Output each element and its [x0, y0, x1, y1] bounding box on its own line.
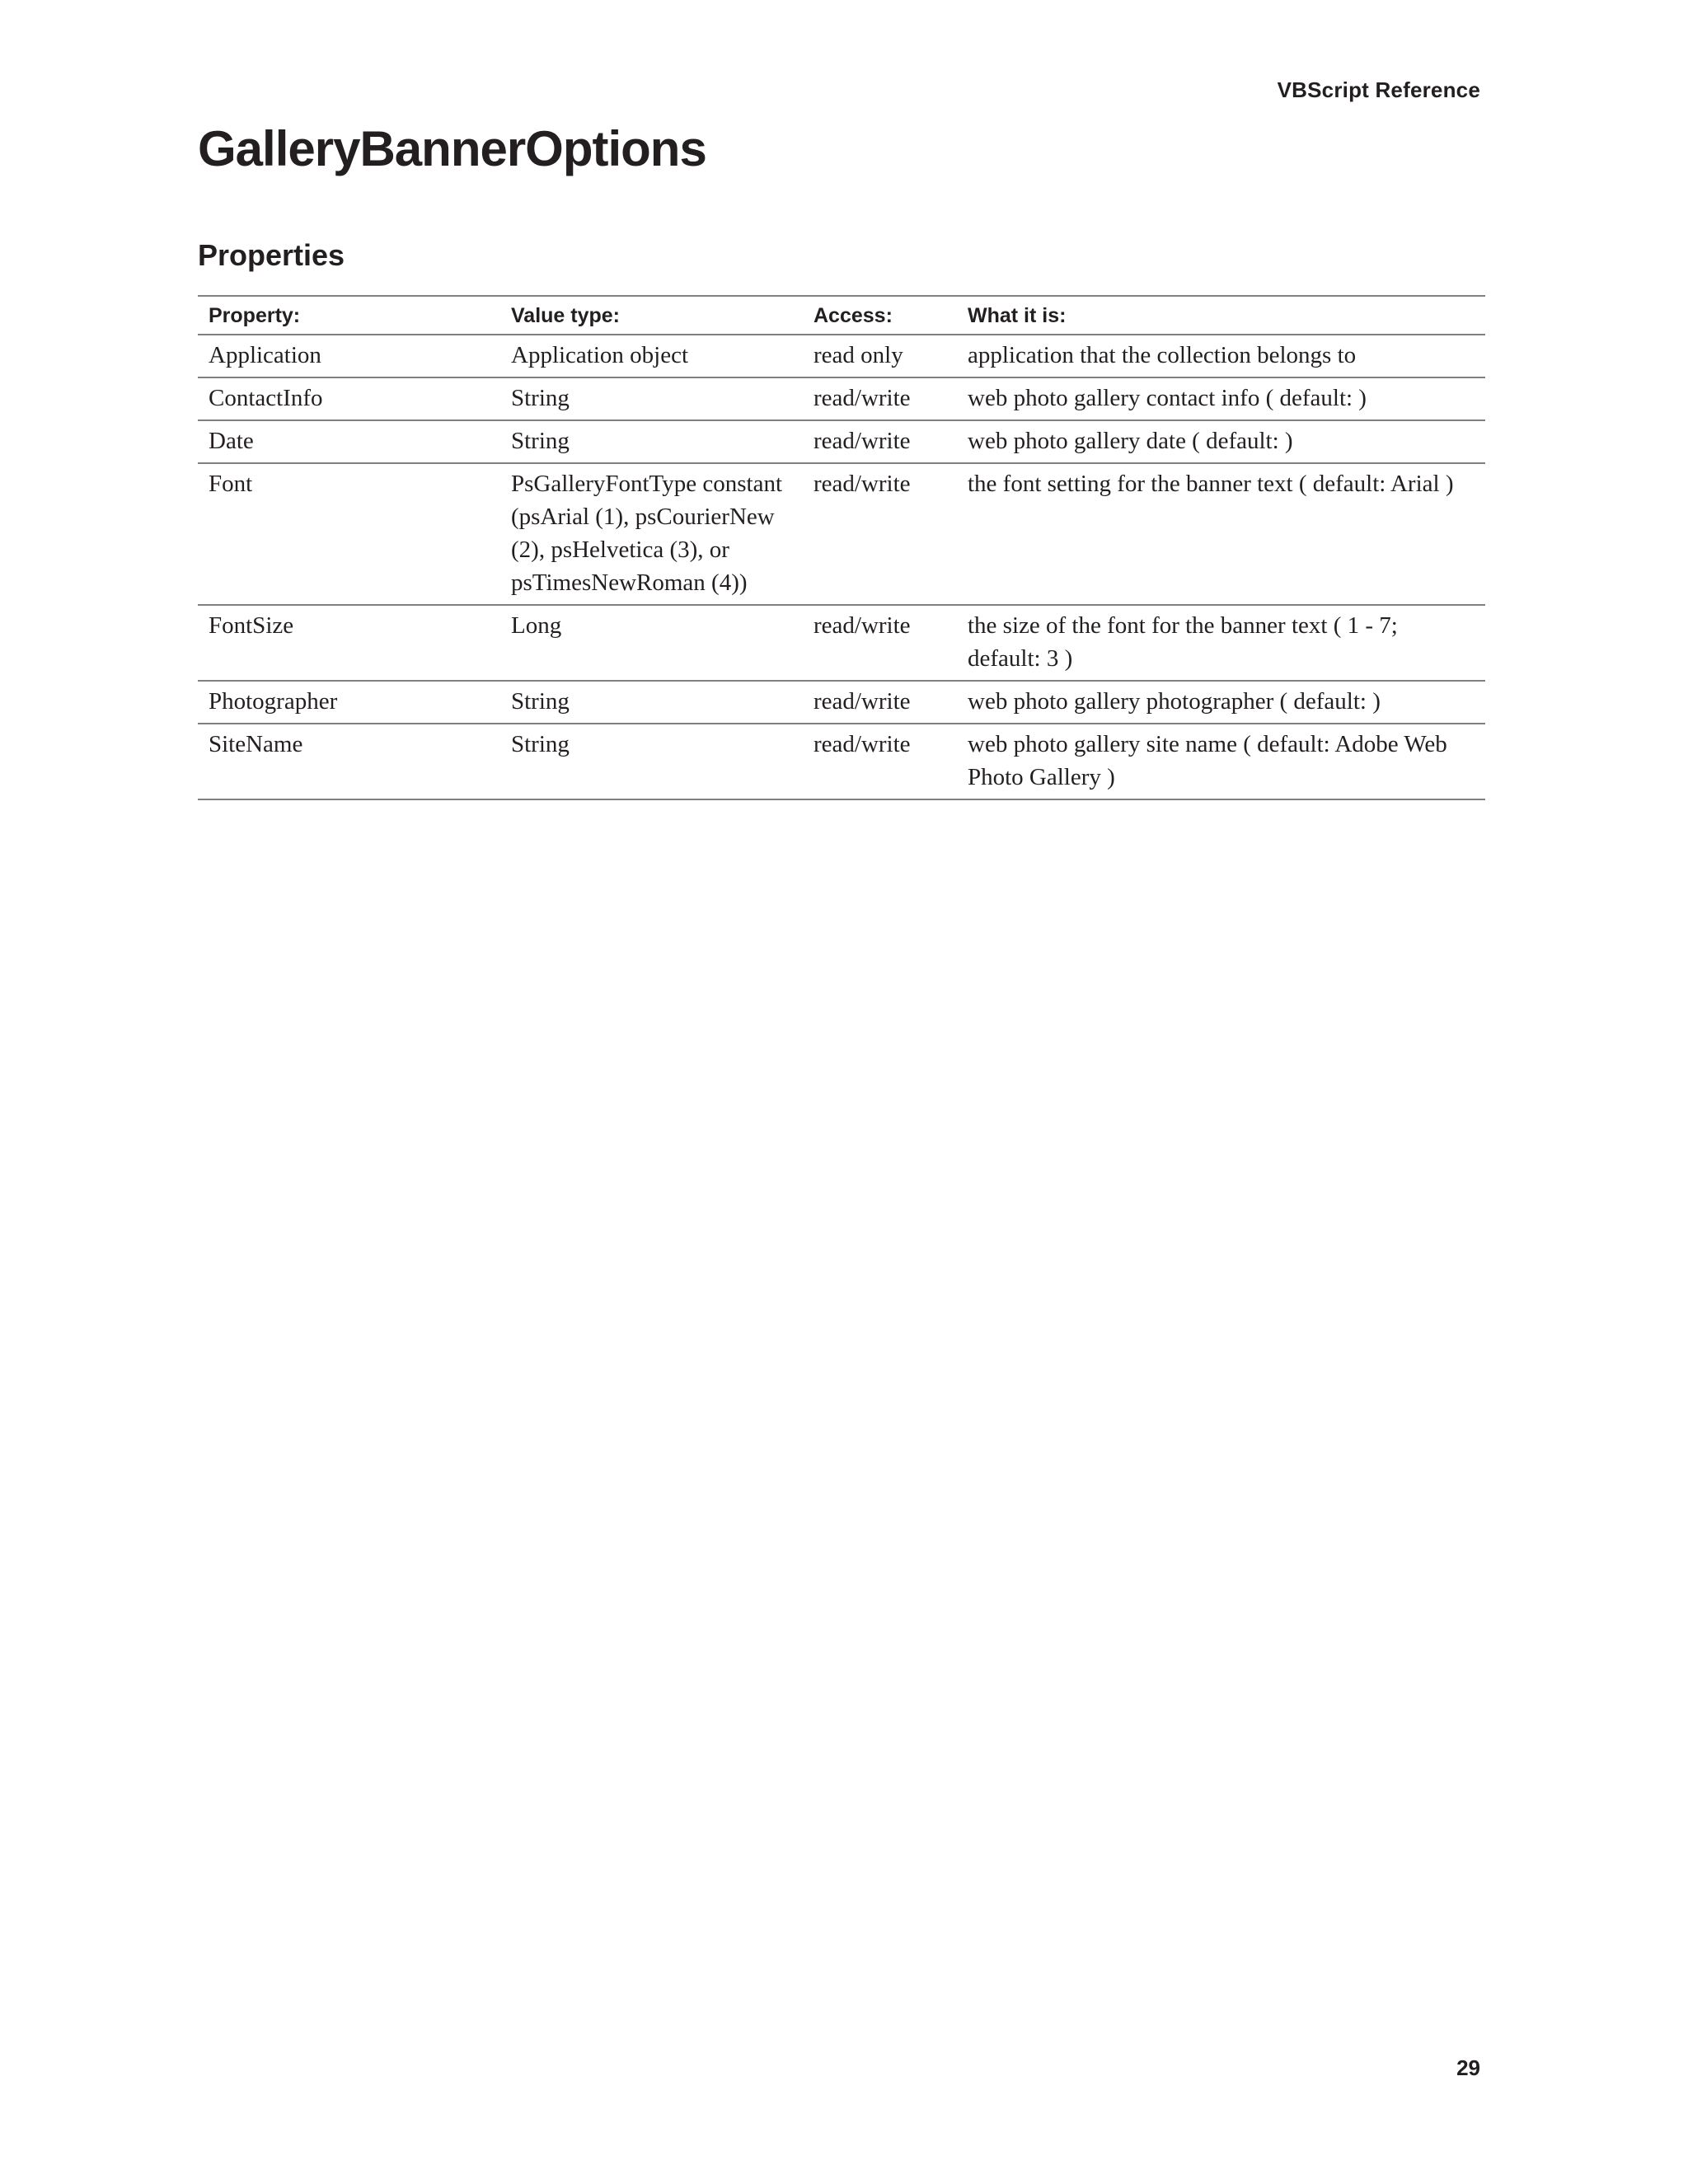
- cell-value-type: String: [511, 731, 570, 757]
- cell-access: read/write: [814, 385, 911, 411]
- running-header: VBScript Reference: [1277, 77, 1480, 102]
- cell-access: read/write: [814, 688, 911, 715]
- cell-description: the font setting for the banner text ( default: Arial ): [968, 471, 1454, 497]
- table-header-row: [198, 296, 1485, 335]
- cell-value-type: Long: [511, 612, 562, 639]
- table-row: [198, 420, 1485, 463]
- cell-description: web photo gallery contact info ( default: ): [968, 385, 1367, 411]
- cell-access: read/write: [814, 612, 911, 639]
- cell-access: read only: [814, 342, 903, 368]
- properties-table: [198, 295, 1485, 800]
- cell-value-type: String: [511, 385, 570, 411]
- cell-property: Date: [209, 428, 254, 454]
- table-row: [198, 463, 1485, 605]
- cell-property: SiteName: [209, 731, 303, 757]
- cell-property: Photographer: [209, 688, 338, 715]
- cell-description: web photo gallery date ( default: ): [968, 428, 1293, 454]
- column-header-property: Property:: [209, 304, 301, 327]
- cell-description: the size of the font for the banner text ( 1 - 7; default: 3 ): [968, 612, 1398, 672]
- cell-value-type: Application object: [511, 342, 689, 368]
- cell-property: Font: [209, 471, 253, 497]
- column-header-value-type: Value type:: [511, 304, 620, 327]
- table-row: [198, 377, 1485, 420]
- section-heading-properties: Properties: [198, 238, 345, 272]
- cell-access: read/write: [814, 731, 911, 757]
- table-row: [198, 335, 1485, 377]
- table-row: [198, 681, 1485, 724]
- cell-description: application that the collection belongs to: [968, 342, 1357, 368]
- cell-property: Application: [209, 342, 321, 368]
- page-title: GalleryBannerOptions: [198, 121, 706, 176]
- cell-description: web photo gallery photographer ( default: ): [968, 688, 1381, 715]
- column-header-description: What it is:: [968, 304, 1067, 327]
- column-header-access: Access:: [814, 304, 893, 327]
- cell-access: read/write: [814, 428, 911, 454]
- cell-access: read/write: [814, 471, 911, 497]
- cell-property: ContactInfo: [209, 385, 323, 411]
- cell-value-type: String: [511, 688, 570, 715]
- page-number: 29: [1456, 2055, 1480, 2080]
- cell-property: FontSize: [209, 612, 294, 639]
- table-row: [198, 605, 1485, 681]
- cell-value-type: String: [511, 428, 570, 454]
- cell-value-type: PsGalleryFontType constant (psArial (1), psCourierNew (2), psHelvetica (3), or psTimesNewRoman (4)): [511, 471, 783, 596]
- cell-description: web photo gallery site name ( default: Adobe Web Photo Gallery ): [968, 731, 1447, 790]
- table-row: [198, 724, 1485, 799]
